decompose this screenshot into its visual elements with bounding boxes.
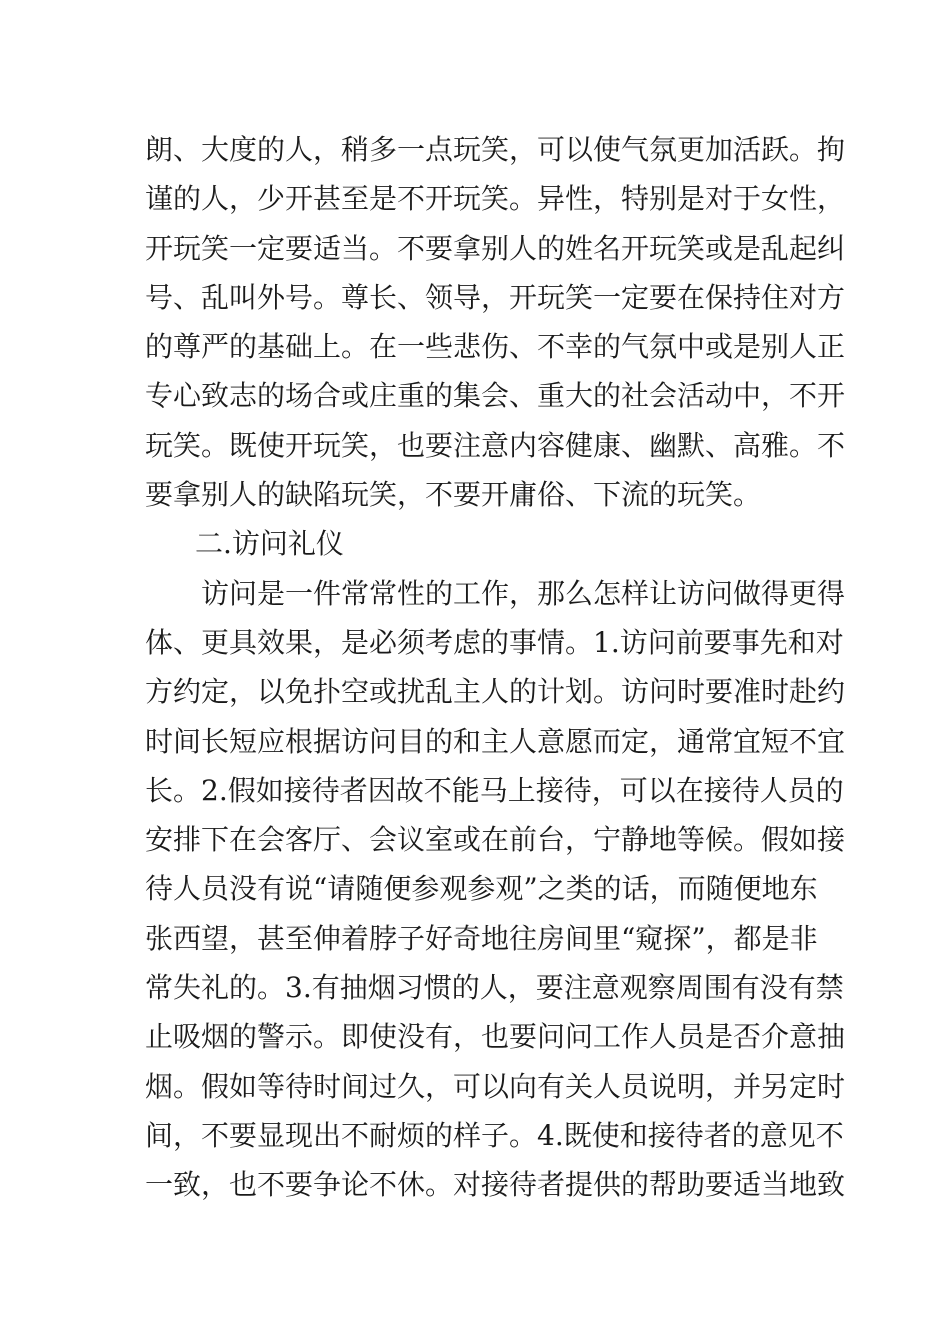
paragraph-line: 要拿别人的缺陷玩笑，不要开庸俗、下流的玩笑。: [145, 478, 762, 512]
paragraph-line: 烟。假如等待时间过久，可以向有关人员说明，并另定时: [145, 1069, 846, 1103]
paragraph-line: 朗、大度的人，稍多一点玩笑，可以使气氛更加活跃。拘: [145, 133, 846, 166]
paragraph-line: 长。2.假如接待者因故不能马上接待，可以在接待人员的: [145, 773, 844, 807]
paragraph-line: 访问是一件常常性的工作，那么怎样让访问做得更得: [201, 576, 846, 610]
paragraph-line: 专心致志的场合或庄重的集会、重大的社会活动中，不开: [145, 379, 846, 413]
paragraph-line: 的尊严的基础上。在一些悲伤、不幸的气氛中或是别人正: [145, 330, 846, 364]
paragraph-line: 时间长短应根据访问目的和主人意愿而定，通常宜短不宜: [145, 724, 846, 758]
paragraph-line: 止吸烟的警示。即使没有，也要问问工作人员是否介意抽: [145, 1020, 846, 1054]
paragraph-line: 体、更具效果，是必须考虑的事情。1.访问前要事先和对: [145, 625, 844, 659]
paragraph-line: 一致，也不要争论不休。对接待者提供的帮助要适当地致: [145, 1168, 846, 1202]
paragraph-line: 号、乱叫外号。尊长、领导，开玩笑一定要在保持住对方: [145, 280, 846, 314]
paragraph-line: 玩笑。既使开玩笑，也要注意内容健康、幽默、高雅。不: [145, 428, 846, 462]
section-heading: 二.访问礼仪: [195, 527, 344, 561]
paragraph-line: 张西望，甚至伸着脖子好奇地往房间里“窥探”，都是非: [145, 921, 818, 955]
paragraph-line: 方约定，以免扑空或扰乱主人的计划。访问时要准时赴约: [145, 675, 846, 709]
paragraph-line: 间，不要显现出不耐烦的样子。4.既使和接待者的意见不: [145, 1118, 844, 1152]
document-body: [145, 125, 846, 1210]
paragraph-line: 待人员没有说“请随便参观参观”之类的话，而随便地东: [145, 872, 818, 906]
paragraph-line: 谨的人，少开甚至是不开玩笑。异性，特别是对于女性，: [145, 182, 846, 216]
paragraph-line: 开玩笑一定要适当。不要拿别人的姓名开玩笑或是乱起纠: [145, 231, 846, 265]
paragraph-line: 常失礼的。3.有抽烟习惯的人，要注意观察周围有没有禁: [145, 971, 844, 1005]
paragraph-line: 安排下在会客厅、会议室或在前台，宁静地等候。假如接: [145, 823, 846, 857]
